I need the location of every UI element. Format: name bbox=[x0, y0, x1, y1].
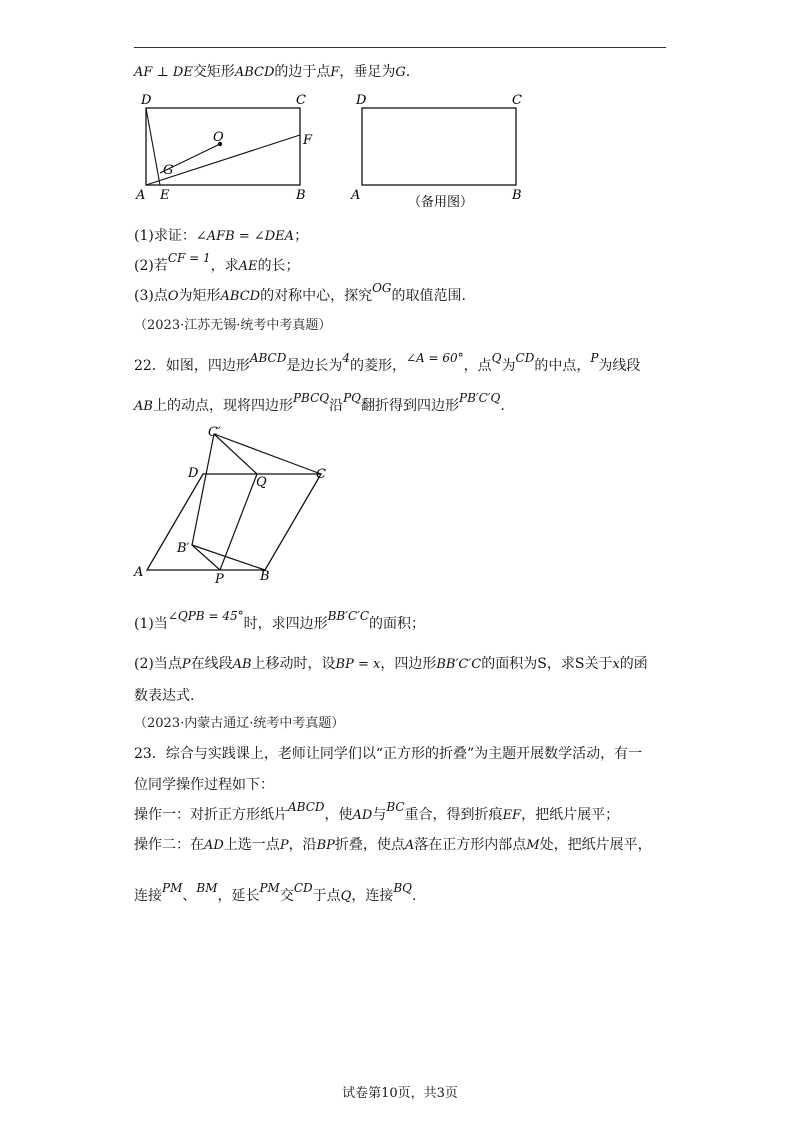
rhombus-abcd bbox=[147, 474, 321, 570]
q22-part-2: (2)当点P在线段AB上移动时，设BP = x，四边形BB′C′C的面积为S，求S关于x的函 bbox=[134, 656, 648, 672]
q21-source: （2023·江苏无锡·统考中考真题） bbox=[134, 318, 332, 333]
rectangle-abcd-spare bbox=[362, 108, 516, 185]
segment-qc1 bbox=[214, 434, 257, 474]
rectangle-figures bbox=[130, 88, 550, 218]
rhombus-fold-figure bbox=[130, 420, 350, 590]
math-expr: AF ⊥ DE bbox=[134, 65, 193, 80]
label-q: Q bbox=[256, 475, 267, 490]
intro-line: AF ⊥ DE交矩形ABCD的边于点F，垂足为G. bbox=[134, 64, 411, 80]
q21-part-3: (3)点O为矩形ABCD的对称中心，探究OG的取值范围. bbox=[134, 281, 466, 304]
page-footer: 试卷第10页，共3页 bbox=[342, 1086, 458, 1101]
q23-line-4: 操作二：在AD上选一点P，沿BP折叠，使点A落在正方形内部点M处，把纸片展平， bbox=[134, 837, 652, 853]
q21-part-1: (1)求证：∠AFB = ∠DEA； bbox=[134, 228, 309, 244]
label-a: A bbox=[351, 188, 361, 203]
q23-line-5: 连接PM、BM，延长PM交CD于点Q，连接BQ. bbox=[134, 881, 417, 904]
segment-pq bbox=[220, 474, 257, 570]
label-p: P bbox=[215, 572, 224, 587]
label-b: B bbox=[296, 188, 306, 203]
label-c-prime: C′ bbox=[208, 425, 221, 440]
q22-part-2-cont: 数表达式. bbox=[134, 688, 195, 704]
label-g: G bbox=[163, 163, 174, 178]
q23-line-1: 23．综合与实践课上，老师让同学们以“正方形的折叠”为主题开展数学活动，有一 bbox=[134, 746, 643, 762]
label-c: C bbox=[512, 93, 522, 108]
label-a: A bbox=[134, 565, 144, 580]
label-f: F bbox=[303, 133, 313, 148]
label-b-prime: B′ bbox=[177, 541, 190, 556]
segment-de bbox=[146, 108, 160, 185]
label-c: C bbox=[296, 93, 306, 108]
spare-figure-caption: （备用图） bbox=[408, 195, 474, 210]
q22-line-2: AB上的动点，现将四边形PBCQ沿PQ翻折得到四边形PB′C′Q. bbox=[134, 391, 505, 414]
label-a: A bbox=[136, 188, 146, 203]
q22-source: （2023·内蒙古通辽·统考中考真题） bbox=[134, 716, 345, 731]
q23-line-3: 操作一：对折正方形纸片ABCD，使AD与BC重合，得到折痕EF，把纸片展平； bbox=[134, 800, 620, 823]
q21-part-2: (2)若CF = 1，求AE的长； bbox=[134, 251, 300, 274]
label-c: C bbox=[316, 467, 326, 482]
label-b: B bbox=[260, 569, 270, 584]
folded-quad-pbcq bbox=[192, 434, 321, 570]
q22-part-1: (1)当∠QPB = 45°时，求四边形BB′C′C的面积； bbox=[134, 609, 426, 632]
figure-2 bbox=[350, 93, 522, 210]
q22-line-1: 22．如图，四边形ABCD是边长为4的菱形，∠A = 60°，点Q为CD的中点，P为线段 bbox=[134, 351, 641, 374]
label-d: D bbox=[356, 93, 367, 108]
label-d: D bbox=[188, 466, 199, 481]
figure-1 bbox=[135, 93, 313, 203]
label-d: D bbox=[141, 93, 152, 108]
label-e: E bbox=[160, 188, 170, 203]
q23-line-2: 位同学操作过程如下： bbox=[134, 777, 274, 793]
label-o: O bbox=[213, 130, 224, 145]
label-b: B bbox=[512, 188, 522, 203]
header-rule bbox=[134, 47, 666, 48]
